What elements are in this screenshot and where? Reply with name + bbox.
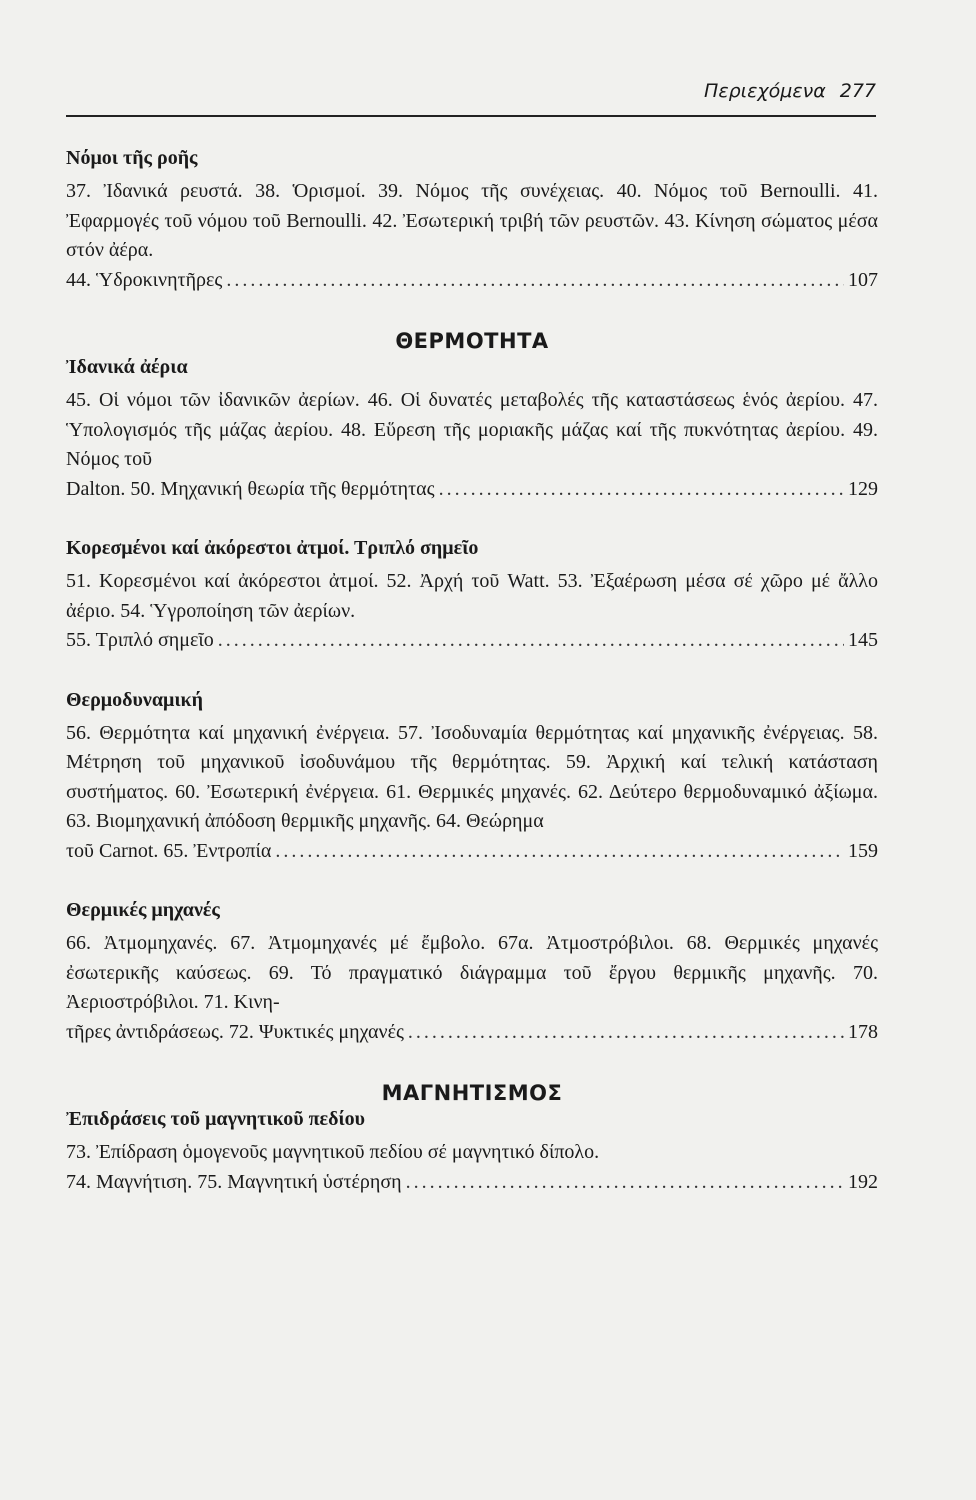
toc-entry-text: 73. Ἐπίδραση ὁμογενοῦς μαγνητικοῦ πεδίου σέ μαγνητικό δίπολο. <box>66 1141 600 1163</box>
toc-entry-last-text: τοῦ Carnot. 65. Ἐντροπία <box>66 839 272 862</box>
running-head <box>66 80 876 102</box>
toc-content <box>66 144 878 1197</box>
toc-entry-flow <box>66 177 878 295</box>
toc-entry-last-text: τῆρες ἀντιδράσεως. 72. Ψυκτικές μηχανές <box>66 1020 404 1043</box>
toc-entry-text: 51. Κορεσμένοι καί ἀκόρεστοι ἀτμοί. 52. Ἀρχή τοῦ Watt. 53. Ἐξαέρωση μέσα σέ χῶρο μέ ἄλλο ἀέριο. 54. Ὑγροποίηση τῶν ἀερίων. <box>66 570 878 622</box>
toc-entry-lastline <box>66 837 878 867</box>
toc-entry-engines <box>66 929 878 1047</box>
toc-page-ref: 145 <box>848 629 878 651</box>
dot-leader <box>406 1168 844 1198</box>
toc-entry-vapours <box>66 567 878 656</box>
toc-entry-thermo <box>66 719 878 867</box>
dot-leader <box>218 626 844 656</box>
toc-entry-text: 37. Ἰδανικά ρευστά. 38. Ὁρισμοί. 39. Νόμος τῆς συνέχειας. 40. Νόμος τοῦ Bernoulli. 41. Ἐφαρμογές τοῦ νόμου τοῦ Bernoulli. 42. Ἐσωτερική τριβή τῶν ρευστῶν. 43. Κίνηση σώματος μέσα στόν ἀέρα. <box>66 180 878 261</box>
toc-entry-magfield <box>66 1138 878 1197</box>
toc-entry-last-text: Dalton. 50. Μηχανική θεωρία τῆς θερμότητας <box>66 477 435 500</box>
page-number: 277 <box>839 80 876 102</box>
part-title-heat: ΘΕΡΜΟΤΗΤΑ <box>395 329 549 353</box>
dot-leader <box>275 837 844 867</box>
header-rule <box>66 115 876 117</box>
section-title-vapours: Κορεσμένοι καί ἀκόρεστοι ἀτμοί. Τριπλό σημεῖο <box>66 537 479 559</box>
section-title-engines: Θερμικές μηχανές <box>66 899 220 921</box>
toc-entry-lastline <box>66 1018 878 1048</box>
section-title-flow: Νόμοι τῆς ροῆς <box>66 147 198 169</box>
toc-entry-text: 56. Θερμότητα καί μηχανική ἐνέργεια. 57. Ἰσοδυναμία θερμότητας καί μηχανικῆς ἐνέργειας. 58. Μέτρηση τοῦ μηχανικοῦ ἰσοδυνάμου τῆς θερμότητας. 59. Ἀρχική καί τελική κατάσταση συστήματος. 60. Ἐσωτερική ἐνέργεια. 61. Θερμικές μηχανές. 62. Δεύτερο θερμοδυναμικό ἀξίωμα. 63. Βιομηχανική ἀπόδοση θερμικῆς μηχανῆς. 64. Θεώρημα <box>66 721 878 832</box>
toc-page-ref: 107 <box>848 268 878 291</box>
toc-entry-text: 45. Οἱ νόμοι τῶν ἰδανικῶν ἀερίων. 46. Οἱ δυνατές μεταβολές τῆς καταστάσεως ἑνός ἀερίου. 47. Ὑπολογισμός τῆς μάζας ἀερίου. 48. Εὕρεση τῆς μοριακῆς μάζας καί τῆς πυκνότητας ἀερίου. 49. Νόμος τοῦ <box>66 389 878 470</box>
toc-page-ref: 178 <box>848 1020 878 1043</box>
running-head-title: Περιεχόμενα <box>704 80 826 102</box>
toc-entry-last-text: 74. Μαγνήτιση. 75. Μαγνητική ὑστέρηση <box>66 1170 402 1193</box>
section-title-magfield: Ἐπιδράσεις τοῦ μαγνητικοῦ πεδίου <box>66 1108 366 1130</box>
toc-page-ref: 192 <box>848 1170 878 1193</box>
toc-entry-text: 66. Ἀτμομηχανές. 67. Ἀτμομηχανές μέ ἔμβολο. 67α. Ἀτμοστρόβιλοι. 68. Θερμικές μηχανές ἐσωτερικῆς καύσεως. 69. Τό πραγματικό διάγραμμα τοῦ ἔργου θερμικῆς μηχανῆς. 70. Ἀεριοστρόβιλοι. 71. Κινη- <box>66 932 878 1013</box>
toc-entry-last-text: 55. Τριπλό σημεῖο <box>66 629 214 651</box>
toc-entry-lastline <box>66 475 878 505</box>
toc-page-ref: 159 <box>848 839 878 862</box>
toc-entry-lastline <box>66 1168 878 1198</box>
section-title-gases: Ἰδανικά ἀέρια <box>66 356 188 378</box>
toc-entry-lastline <box>66 266 878 296</box>
dot-leader <box>408 1018 844 1048</box>
toc-entry-last-text: 44. Ὑδροκινητῆρες <box>66 268 223 291</box>
toc-page-ref: 129 <box>848 477 878 500</box>
section-title-thermo: Θερμοδυναμική <box>66 688 204 711</box>
dot-leader <box>439 475 844 505</box>
toc-entry-gases <box>66 386 878 504</box>
toc-entry-lastline <box>66 626 878 656</box>
dot-leader <box>226 266 844 296</box>
part-title-magnetism: ΜΑΓΝΗΤΙΣΜΟΣ <box>381 1081 563 1105</box>
